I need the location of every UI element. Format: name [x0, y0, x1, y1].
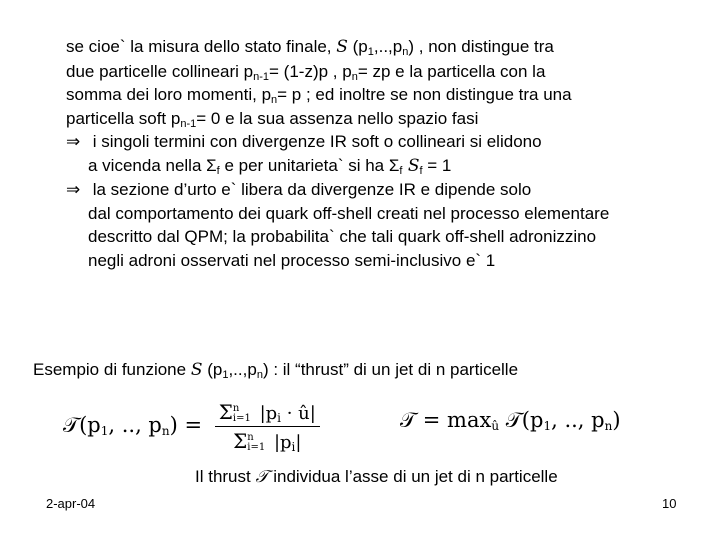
final-state-measure-symbol: S [336, 37, 348, 57]
footer-date: 2-apr-04 [46, 496, 96, 511]
page-number: 10 [662, 496, 677, 511]
implies-arrow-icon: ⇒ [66, 180, 81, 199]
text-line: se cioe` la misura dello stato finale, S $(p_1,..,p_n)$ , non distingue tra [66, 37, 554, 58]
text-line: ⇒ la sezione d’urto e` libera da divergenze IR e dipende solo [66, 178, 609, 202]
text-line: ⇒ i singoli termini con divergenze IR soft o collineari si elidono [66, 130, 609, 154]
text-line: negli adroni osservati nel processo semi-inclusivo e` 1 [88, 250, 496, 270]
thrust-caption: Il thrust 𝒯 individua l’asse di un jet di n particelle [195, 467, 558, 487]
text-line: dal comportamento dei quark off-shell creati nel processo elementare [88, 203, 610, 223]
thrust-max-formula: 𝒯 = $\max_û$ $𝒯(p_1$, .., $p_n$) [400, 408, 621, 433]
thrust-definition-formula: $𝒯(p_1$, .., $p_n$) = Σn i=1 $|p_i$ · û| Σn i=1 $|p_i|$ [63, 400, 320, 453]
fraction-numerator: Σn i=1 $|p_i$ · û| [215, 400, 320, 427]
implies-arrow-icon: ⇒ [66, 132, 81, 151]
text-line: somma dei loro momenti, $p_n= p$ ; ed inoltre se non distingue tra una [66, 85, 572, 106]
text-line: a vicenda nella $\Sigma_f$ e per unitarieta` si ha $\Sigma_f$ $S_f = 1$ [88, 155, 452, 177]
example-heading: Esempio di funzione S $(p_1,..,p_n)$ : il “thrust” di un jet di n particelle [33, 360, 519, 381]
text-line: due particelle collineari $p_{n-1}= (1-z)p$ , $p_n=$ zp e la particella con la [66, 61, 546, 83]
main-text-block [66, 35, 609, 272]
text-line: particella soft $p_{n-1}= 0$ e la sua assenza nello spazio fasi [66, 108, 479, 130]
text-line: descritto dal QPM; la probabilita` che tali quark off-shell adronizzino [88, 227, 597, 246]
thrust-fraction [215, 400, 320, 453]
fraction-denominator: Σn i=1 $|p_i|$ [233, 429, 302, 454]
